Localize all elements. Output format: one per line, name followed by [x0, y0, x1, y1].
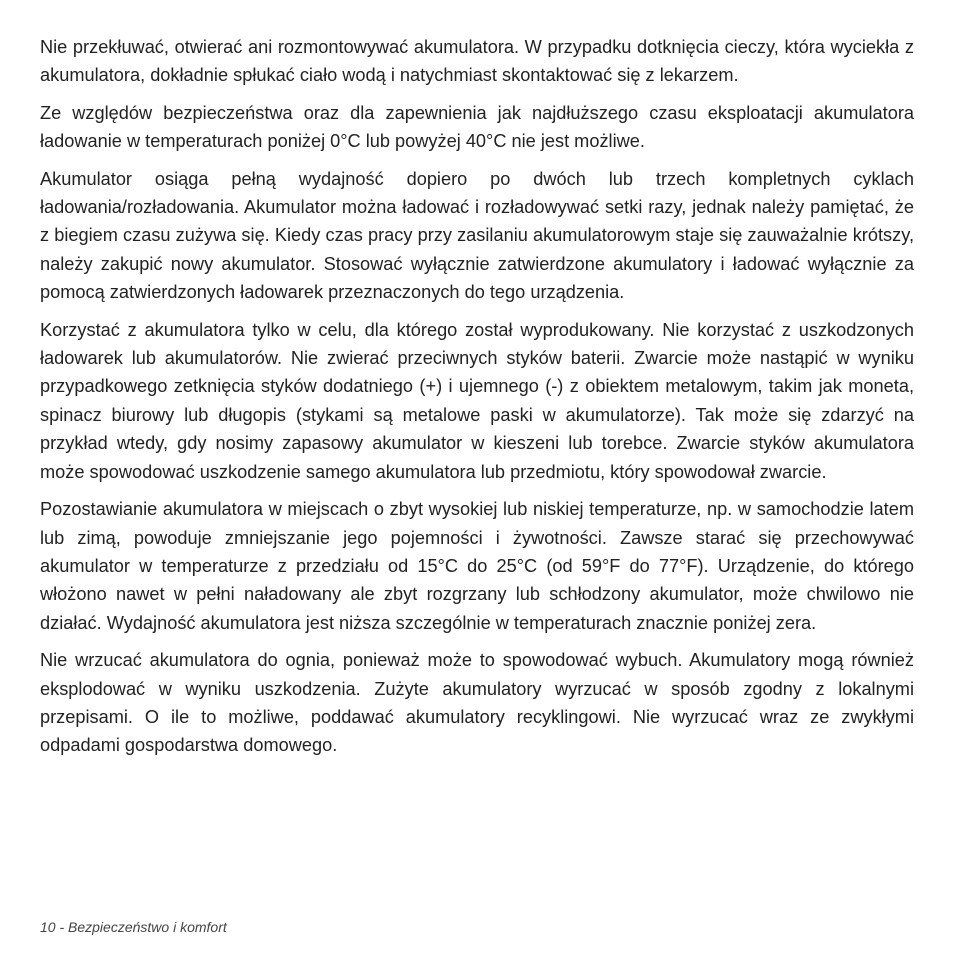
document-body	[40, 33, 914, 769]
paragraph-short-circuit: Korzystać z akumulatora tylko w celu, dla którego został wyprodukowany. Nie korzystać z uszkodzonych ładowarek lub akumulatorów. Nie zwierać przeciwnych styków baterii. Zwarcie może nastąpić w wyniku przypadkowego zetknięcia styków dodatniego (+) i ujemnego (-) z obiektem metalowym, takim jak moneta, spinacz biurowy lub długopis (stykami są metalowe paski w akumulatorze). Tak może się zdarzyć na przykład wtedy, gdy nosimy zapasowy akumulator w kieszeni lub torebce. Zwarcie styków akumulatora może spowodować uszkodzenie samego akumulatora lub przedmiotu, który spowodował zwarcie.	[40, 319, 914, 482]
paragraph-battery-cycles: Akumulator osiąga pełną wydajność dopiero po dwóch lub trzech kompletnych cyklach ładowania/rozładowania. Akumulator można ładować i rozładowywać setki razy, jednak należy pamiętać, że z biegiem czasu zużywa się. Kiedy czas pracy przy zasilaniu akumulatorowym staje się zauważalnie krótszy, należy zakupić nowy akumulator. Stosować wyłącznie zatwierdzone akumulatory i ładować wyłącznie za pomocą zatwierdzonych ładowarek przeznaczonych do tego urządzenia.	[40, 168, 914, 303]
page-footer: 10 - Bezpieczeństwo i komfort	[40, 919, 227, 935]
paragraph-battery-damage: Nie przekłuwać, otwierać ani rozmontowywać akumulatora. W przypadku dotknięcia cieczy, która wyciekła z akumulatora, dokładnie spłukać ciało wodą i natychmiast skontaktować się z lekarzem.	[40, 37, 914, 86]
paragraph-charging-temperature: Ze względów bezpieczeństwa oraz dla zapewnienia jak najdłuższego czasu eksploatacji akumulatora ładowanie w temperaturach poniżej 0°C lub powyżej 40°C nie jest możliwe.	[40, 102, 914, 152]
paragraph-storage-temperature: Pozostawianie akumulatora w miejscach o zbyt wysokiej lub niskiej temperaturze, np. w samochodzie latem lub zimą, powoduje zmniejszanie jego pojemności i żywotności. Zawsze starać się przechowywać akumulator w temperaturze z przedziału od 15°C do 25°C (od 59°F do 77°F). Urządzenie, do którego włożono nawet w pełni naładowany ale zbyt rozgrzany lub schłodzony akumulator, może chwilowo nie działać. Wydajność akumulatora jest niższa szczególnie w temperaturach znacznie poniżej zera.	[40, 499, 914, 633]
paragraph-disposal: Nie wrzucać akumulatora do ognia, ponieważ może to spowodować wybuch. Akumulatory mogą również eksplodować w wyniku uszkodzenia. Zużyte akumulatory wyrzucać w sposób zgodny z lokalnymi przepisami. O ile to możliwe, poddawać akumulatory recyklingowi. Nie wyrzucać wraz ze zwykłymi odpadami gospodarstwa domowego.	[40, 650, 914, 756]
